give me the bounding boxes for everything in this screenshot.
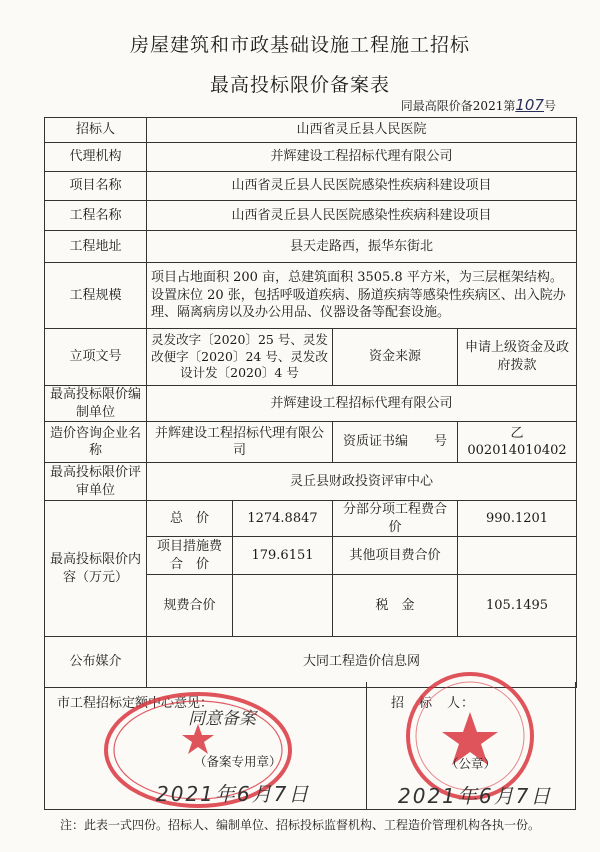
media-value: 大同工程造价信息网 — [147, 637, 577, 688]
agency-label: 代理机构 — [45, 143, 147, 172]
left-signature-date: 2021年6月7日 — [156, 782, 311, 806]
form-subtitle: 最高投标限价备案表 — [209, 74, 390, 96]
tax-value: 105.1495 — [458, 575, 577, 637]
opinion-divider — [366, 682, 367, 809]
filing-seal-note: （备案专用章） — [194, 754, 282, 769]
approval-label: 立项文号 — [45, 329, 147, 386]
other-fee-label: 其他项目费合价 — [333, 537, 458, 575]
cert-label: 资质证书编 号 — [333, 422, 458, 463]
approval-value: 灵发改字〔2020〕25 号、灵发改便字〔2020〕24 号、灵发改设计发〔2020〕4 号 — [147, 329, 333, 386]
measure-fee-value: 179.6151 — [233, 537, 333, 575]
record-table — [44, 117, 577, 688]
tenderer-value: 山西省灵丘县人民医院 — [147, 118, 577, 143]
cert-value: 乙 002014010402 — [458, 422, 577, 463]
media-label: 公布媒介 — [45, 637, 147, 688]
total-price-value: 1274.8847 — [233, 501, 333, 537]
fund-source-label: 资金来源 — [333, 329, 458, 386]
consult-value: 并辉建设工程招标代理有限公司 — [147, 422, 333, 463]
measure-fee-label: 项目措施费合 价 — [147, 537, 233, 575]
document-number: 同最高限价备2021第107号 — [400, 96, 556, 114]
total-price-label: 总 价 — [147, 501, 233, 537]
right-signature-date: 2021年6月7日 — [398, 784, 553, 808]
tax-label: 税 金 — [333, 575, 458, 637]
agency-value: 并辉建设工程招标代理有限公司 — [147, 143, 577, 172]
address-label: 工程地址 — [45, 231, 147, 263]
reviewer-value: 灵丘县财政投资评审中心 — [147, 463, 577, 501]
address-value: 县天走路西，振华东街北 — [147, 231, 577, 263]
fund-source-value: 申请上级资金及政府拨款 — [458, 329, 577, 386]
project-name-label: 项目名称 — [45, 172, 147, 201]
regulatory-fee-value — [233, 575, 333, 637]
official-seal-note: （公章） — [446, 756, 497, 771]
scale-value: 项目占地面积 200 亩，总建筑面积 3505.8 平方米，为三层框架结构。设置床位 20 张，包括呼吸道疾病、肠道疾病等感染性疾病区、出入院办理、隔离病房以及办公用品、仪器设备等配套设施。 — [147, 263, 577, 329]
quota-center-opinion-label: 市工程招标定额中心意见： — [57, 696, 214, 711]
compiler-label: 最高投标限价编制单位 — [45, 386, 147, 422]
consult-label: 造价咨询企业名称 — [45, 422, 147, 463]
footnote: 注：此表一式四份。招标人、编制单位、招标投标监督机构、工程造价管理机构各执一份。 — [60, 818, 541, 832]
form-title: 房屋建筑和市政基础设施工程施工招标 — [129, 34, 470, 56]
sub-item-label: 分部分项工程费合价 — [333, 501, 458, 537]
engineering-name-label: 工程名称 — [45, 201, 147, 231]
regulatory-fee-label: 规费合价 — [147, 575, 233, 637]
tenderer-signature-label: 招 标 人： — [391, 696, 476, 711]
price-content-label: 最高投标限价内容（万元） — [45, 501, 147, 637]
handwritten-approval: 同意备案 — [188, 709, 256, 729]
engineering-name-value: 山西省灵丘县人民医院感染性疾病科建设项目 — [147, 201, 577, 231]
reviewer-label: 最高投标限价评审单位 — [45, 463, 147, 501]
sub-item-value: 990.1201 — [458, 501, 577, 537]
project-name-value: 山西省灵丘县人民医院感染性疾病科建设项目 — [147, 172, 577, 201]
scale-label: 工程规模 — [45, 263, 147, 329]
compiler-value: 并辉建设工程招标代理有限公司 — [147, 386, 577, 422]
handwritten-number: 107 — [515, 96, 544, 114]
other-fee-value — [458, 537, 577, 575]
tenderer-label: 招标人 — [45, 118, 147, 143]
